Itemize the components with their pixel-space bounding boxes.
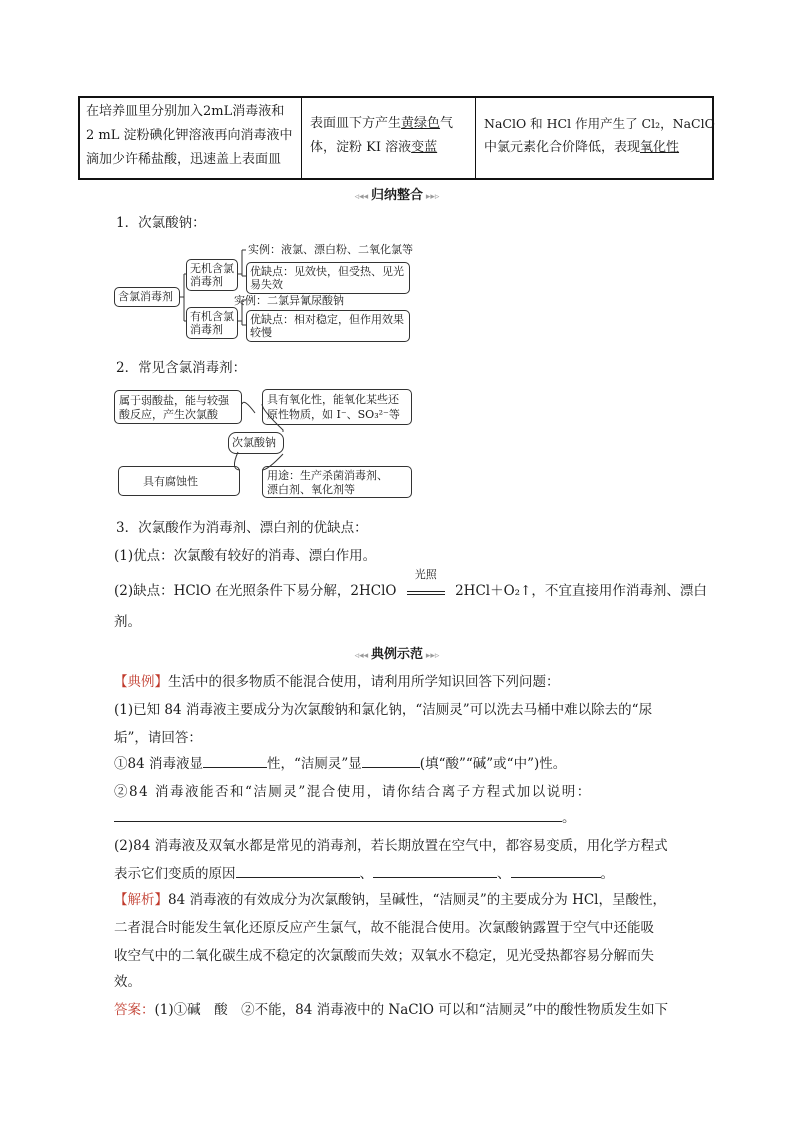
node-sodium-hypochlorite: [228, 432, 284, 454]
reaction-arrow: [407, 568, 445, 595]
con-text: (2)缺点：HClO 在光照条件下易分解，2HClO: [114, 583, 397, 599]
answer-tag: 答案：: [114, 1002, 155, 1018]
title-decoration-left: ◃◂◂: [354, 192, 371, 202]
question-1-sub2-blank: [114, 804, 576, 832]
title-decoration-left: ◃◂◂: [354, 651, 371, 661]
example-tag: 【典例】: [114, 674, 168, 690]
node-label: 优缺点：见效快，但受热、见光: [250, 265, 404, 278]
node-organic: [186, 307, 238, 339]
table-cell-line: 2 mL 淀粉碘化钾溶液再向消毒液中: [86, 128, 293, 143]
node-label: 含氯消毒剂: [118, 290, 173, 303]
item3-con: [114, 568, 707, 605]
node-label: 有机含氯: [190, 310, 234, 323]
question-2-line1: (2)84 消毒液及双氧水都是常见的消毒剂，若长期放置在空气中，都容易变质，用化学方程式: [114, 838, 668, 854]
node-label: 优缺点：相对稳定，但作用效果: [250, 313, 404, 326]
node-label: 具有腐蚀性: [143, 475, 198, 488]
section-title-text: 归纳整合: [370, 188, 423, 203]
analysis-line3: 收空气中的二氧化碳生成不稳定的次氯酸而失效；双氧水不稳定，见光受热都容易分解而失: [114, 948, 654, 964]
question-text: 。: [600, 866, 614, 882]
item3-heading: 3．次氯酸作为消毒剂、漂白剂的优缺点：: [116, 520, 368, 536]
question-text: 、: [359, 866, 373, 882]
cell-text: 中氯元素化合价降低，表现: [484, 140, 641, 155]
node-label: 无机含氯: [190, 262, 234, 275]
answer-blank[interactable]: [373, 863, 497, 878]
item1-heading: 1．次氯酸钠：: [116, 215, 206, 231]
node-label: 易失效: [250, 278, 283, 291]
node-label: 消毒剂: [190, 323, 223, 336]
answer-line: [114, 996, 668, 1024]
question-2-line2: [114, 860, 614, 888]
cell-text: 表面皿下方产生: [310, 116, 402, 131]
node-weak-acid-salt: [114, 390, 242, 424]
analysis-line2: 二者混合时能发生氧化还原反应产生氯气，故不能混合使用。次氯酸钠露置于空气中还能吸: [114, 920, 654, 936]
question-1-line1: (1)已知 84 消毒液主要成分为次氯酸钠和氯化钠，“洁厕灵”可以洗去马桶中难以除去的“尿: [114, 702, 653, 718]
question-1-sub2: ②84 消毒液能否和“洁厕灵”混合使用，请你结合离子方程式加以说明：: [114, 784, 592, 800]
node-label: 次氯酸钠: [232, 436, 276, 449]
answer-blank[interactable]: [114, 807, 562, 822]
question-text: 。: [562, 810, 576, 826]
question-text: 表示它们变质的原因: [114, 866, 236, 882]
node-organic-pros-cons: [246, 310, 410, 342]
node-uses: [262, 466, 412, 498]
table-cell-line: NaClO 和 HCl 作用产生了 Cl₂，NaClO: [484, 116, 715, 131]
answer-text: (1)①碱 酸 ②不能，84 消毒液中的 NaClO 可以和“洁厕灵”中的酸性物质发生如下: [154, 1002, 669, 1018]
reaction-condition: 光照: [414, 568, 437, 581]
section-title-example: [0, 643, 794, 662]
answer-blank[interactable]: [203, 753, 267, 768]
question-text: ①84 消毒液显: [114, 756, 203, 772]
analysis-tag: 【解析】: [114, 892, 168, 908]
table-cell-line: 滴加少许稀盐酸，迅速盖上表面皿: [86, 152, 282, 167]
question-1-sub1: [114, 750, 566, 778]
node-inorganic-pros-cons: [246, 262, 410, 294]
node-label: 较慢: [250, 326, 272, 339]
answer-blank[interactable]: [236, 863, 360, 878]
item2-heading: 2．常见含氯消毒剂：: [116, 360, 247, 376]
node-label: 酸反应，产生次氯酸: [119, 408, 218, 421]
node-label: 消毒剂: [190, 275, 223, 288]
section-title-text: 典例示范: [370, 647, 423, 662]
example-text: 生活中的很多物质不能混合使用，请利用所学知识回答下列问题：: [168, 674, 560, 690]
answer-underlined: 变蓝: [411, 140, 438, 155]
inorganic-example: 实例：液氯、漂白粉、二氧化氯等: [248, 243, 413, 256]
con-text: 2HCl＋O₂↑，不宜直接用作消毒剂、漂白: [455, 583, 707, 599]
table-cell-line: 在培养皿里分别加入2mL消毒液和: [86, 104, 285, 119]
answer-underlined: 黄绿色: [401, 116, 441, 131]
node-oxidizing: [262, 389, 412, 425]
node-label: 原性物质，如 I⁻、SO₃²⁻等: [267, 408, 400, 421]
question-text: 性，“洁厕灵”显: [266, 756, 362, 772]
item3-pro: (1)优点：次氯酸有较好的消毒、漂白作用。: [114, 548, 377, 564]
title-decoration-right: ▸▸▹: [423, 651, 440, 661]
example-intro: [114, 668, 560, 696]
answer-blank[interactable]: [362, 753, 420, 768]
analysis-text: 84 消毒液的有效成分为次氯酸钠，呈碱性，“洁厕灵”的主要成分为 HCl，呈酸性，: [168, 892, 666, 908]
node-label: 用途：生产杀菌消毒剂、: [267, 469, 388, 482]
analysis-line1: [114, 886, 666, 914]
node-label: 具有氧化性，能氧化某些还: [267, 393, 399, 406]
node-chlorine-disinfectant: [114, 287, 180, 307]
item3-con-end: 剂。: [114, 614, 141, 630]
node-corrosive: [118, 466, 240, 496]
analysis-line4: 效。: [114, 974, 141, 990]
question-text: (填“酸”“碱”或“中”)性。: [419, 756, 567, 772]
cell-text: 气: [440, 116, 454, 131]
question-text: 、: [497, 866, 511, 882]
node-label: 漂白剂、氧化剂等: [267, 483, 355, 496]
node-label: 属于弱酸盐，能与较强: [119, 394, 229, 407]
answer-blank[interactable]: [511, 863, 601, 878]
question-1-line2: 垢”，请回答：: [114, 730, 202, 746]
cell-text: 体，淀粉 KI 溶液: [310, 140, 412, 155]
node-inorganic: [186, 259, 238, 291]
organic-example: 实例：二氯异氰尿酸钠: [234, 294, 344, 307]
title-decoration-right: ▸▸▹: [423, 192, 440, 202]
answer-underlined: 氧化性: [640, 140, 680, 155]
